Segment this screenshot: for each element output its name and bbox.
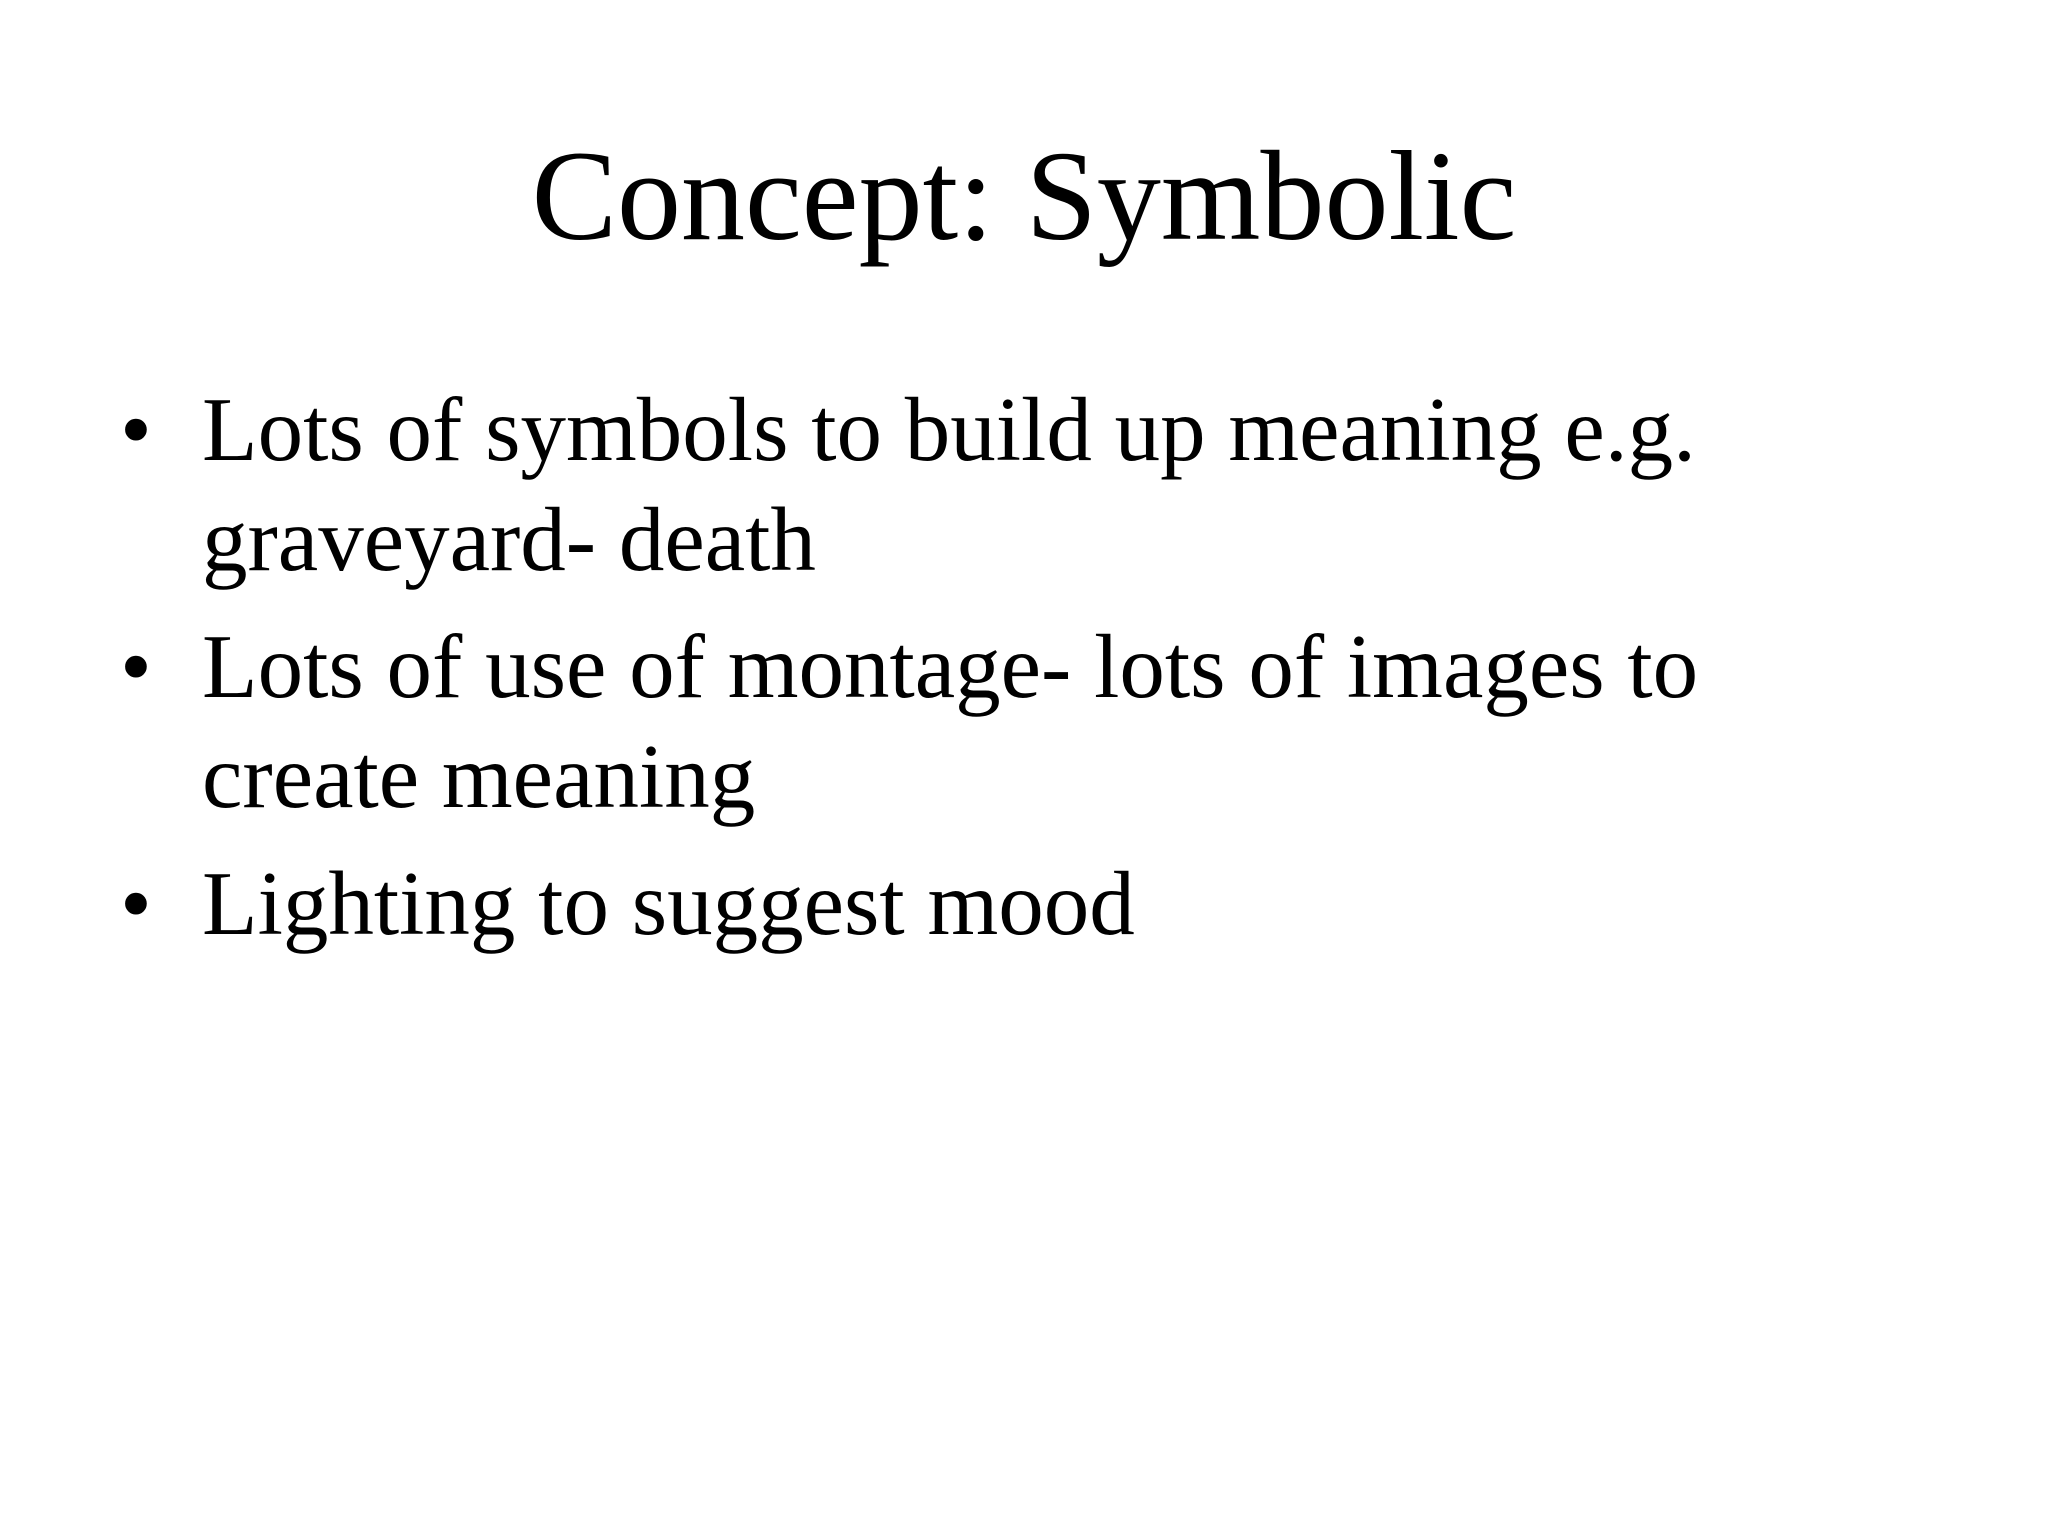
slide-title: Concept: Symbolic bbox=[531, 125, 1517, 267]
bullet-list bbox=[120, 375, 1800, 976]
bullet-text: Lots of symbols to build up meaning e.g. graveyard- death bbox=[202, 379, 1696, 590]
bullet-icon: • bbox=[120, 379, 152, 480]
bullet-item bbox=[120, 612, 1800, 832]
bullet-icon: • bbox=[120, 853, 152, 954]
bullet-text: Lots of use of montage- lots of images to create meaning bbox=[202, 616, 1699, 827]
bullet-text: Lighting to suggest mood bbox=[202, 853, 1135, 954]
bullet-icon: • bbox=[120, 616, 152, 717]
bullet-item bbox=[120, 375, 1800, 595]
bullet-item bbox=[120, 849, 1800, 959]
